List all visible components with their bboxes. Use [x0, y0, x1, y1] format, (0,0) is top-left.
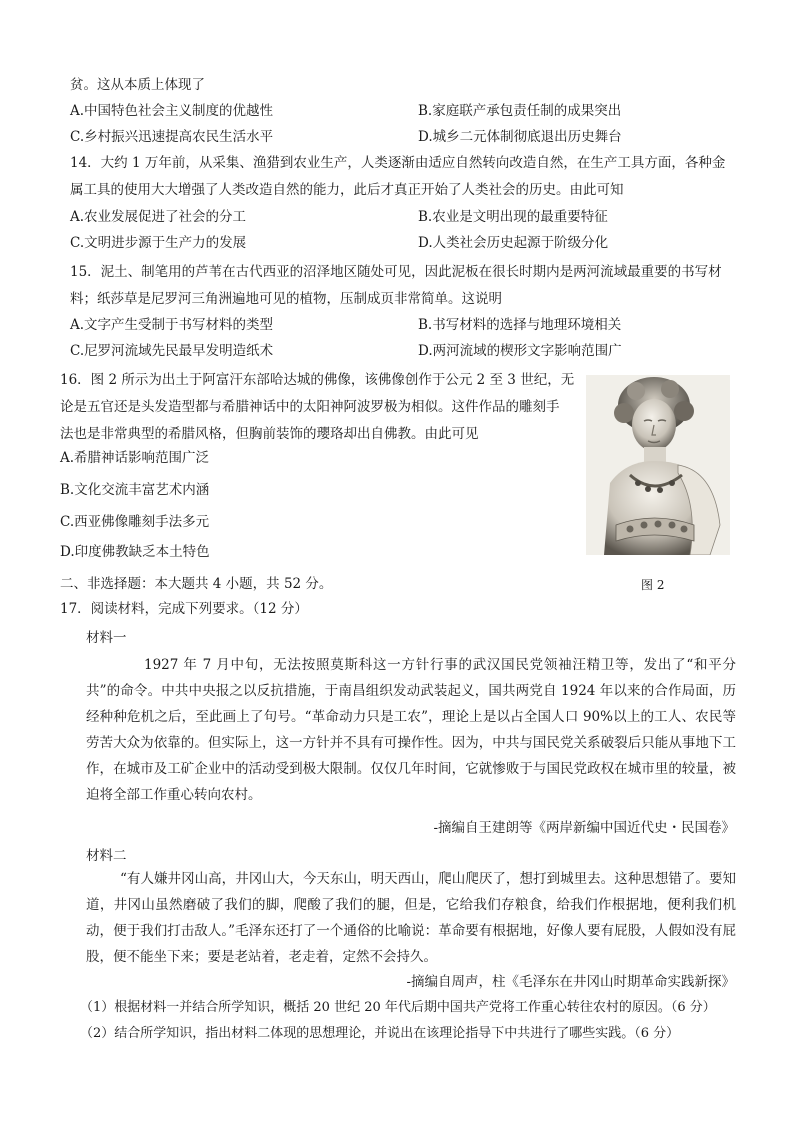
buddha-statue-image [586, 375, 730, 555]
q13-option-b: B.家庭联产承包责任制的成果突出 [418, 103, 622, 119]
figure-caption: 图 2 [641, 578, 665, 592]
q14-option-d: D.人类社会历史起源于阶级分化 [418, 235, 609, 251]
material2-label: 材料二 [86, 848, 127, 864]
q15-stem-line-2: 料；纸莎草是尼罗河三角洲遍地可见的植物，压制成页非常简单。这说明 [70, 291, 502, 307]
q17-stem: 17．阅读材料，完成下列要求。（12 分） [60, 601, 308, 617]
q14-option-a: A.农业发展促进了社会的分工 [70, 209, 247, 225]
q16-option-d: D.印度佛教缺乏本土特色 [60, 544, 210, 560]
q16-stem-line-3: 法也是非常典型的希腊风格，但胸前装饰的瓔珞却出自佛教。由此可见 [60, 426, 479, 442]
q13-stem-end: 贫。这从本质上体现了 [70, 77, 205, 93]
q13-option-a: A.中国特色社会主义制度的优越性 [70, 103, 274, 119]
material1-source: -摘编自王建朗等《两岸新编中国近代史・民国卷》 [433, 820, 735, 836]
q14-stem-line-1: 14．大约 1 万年前，从采集、渔猎到农业生产，人类逐渐由适应自然转向改造自然，在生产工具方面，各种金 [70, 155, 726, 171]
material1-label: 材料一 [86, 630, 127, 646]
q17-requirement-1: （1）根据材料一并结合所学知识，概括 20 世纪 20 年代后期中国共产党将工作重心转往农村的原因。（6 分） [80, 1000, 716, 1015]
q16-stem-line-1: 16．图 2 所示为出土于阿富汗东部哈达城的佛像，该佛像创作于公元 2 至 3 世纪，无 [60, 372, 575, 388]
material1-text: 1927 年 7 月中旬，无法按照莫斯科这一方针行事的武汉国民党领袖汪精卫等，发出了“和平分共”的命令。中共中央报之以反抗措施，于南昌组织发动武装起义，国共两党自 1924 年以来的合作局面，历经种种危机之后，至此画上了句号。“革命动力只是工农”，理论上是以占全国人口 90%以上的工人、农民等劳苦大众为依靠的。但实际上，这一方针并不具有可操作性。因为，中共与国民党关系破裂后只能从事地下工作，在城市及工矿企业中的活动受到极大限制。仅仅几年时间，它就惨败于与国民党政权在城市里的较量，被迫将全部工作重心转向农村。 [86, 657, 736, 803]
q13-option-c: C.乡村振兴迅速提高农民生活水平 [70, 129, 274, 145]
q15-option-d: D.两河流域的楔形文字影响范围广 [418, 343, 622, 359]
q16-option-b: B.文化交流丰富艺术内涵 [60, 482, 210, 498]
q16-option-c: C.西亚佛像雕刻手法多元 [60, 514, 210, 530]
q15-stem-line-1: 15．泥土、制笔用的芦苇在古代西亚的沼泽地区随处可见，因此泥板在很长时期内是两河流域最重要的书写材 [70, 264, 722, 280]
q13-option-d: D.城乡二元体制彻底退出历史舞台 [418, 129, 622, 145]
section-heading: 二、非选择题：本大题共 4 小题，共 52 分。 [60, 576, 333, 592]
q14-option-b: B.农业是文明出现的最重要特征 [418, 209, 608, 225]
q15-option-a: A.文字产生受制于书写材料的类型 [70, 317, 274, 333]
q15-option-c: C.尼罗河流域先民最早发明造纸术 [70, 343, 274, 359]
q15-option-b: B.书写材料的选择与地理环境相关 [418, 317, 622, 333]
q14-stem-line-2: 属工具的使用大大增强了人类改造自然的能力，此后才真正开始了人类社会的历史。由此可知 [70, 182, 624, 198]
q17-requirement-2: （2）结合所学知识，指出材料二体现的思想理论，并说出在该理论指导下中共进行了哪些实践。（6 分） [80, 1026, 680, 1041]
material2-source: -摘编自周声，柱《毛泽东在井冈山时期革命实践新探》 [406, 974, 735, 990]
q16-option-a: A.希腊神话影响范围广泛 [60, 450, 210, 466]
buddha-statue-drawing [586, 375, 730, 555]
q14-option-c: C.文明进步源于生产力的发展 [70, 235, 247, 251]
q16-stem-line-2: 论是五官还是头发造型都与希腊神话中的太阳神阿波罗极为相似。这件作品的雕刻手 [60, 399, 560, 415]
material2-text: “有人嫌井冈山高，井冈山大，今天东山，明天西山，爬山爬厌了，想打到城里去。这种思想错了。要知道，井冈山虽然磨破了我们的脚，爬酸了我们的腿，但是，它给我们存粮食，给我们作根据地，便利我们机动，便于我们打击敌人。”毛泽东还打了一个通俗的比喻说：革命要有根据地，好像人要有屁股，人假如没有屁股，便不能坐下来；要是老站着，老走着，定然不会持久。 [86, 871, 736, 965]
